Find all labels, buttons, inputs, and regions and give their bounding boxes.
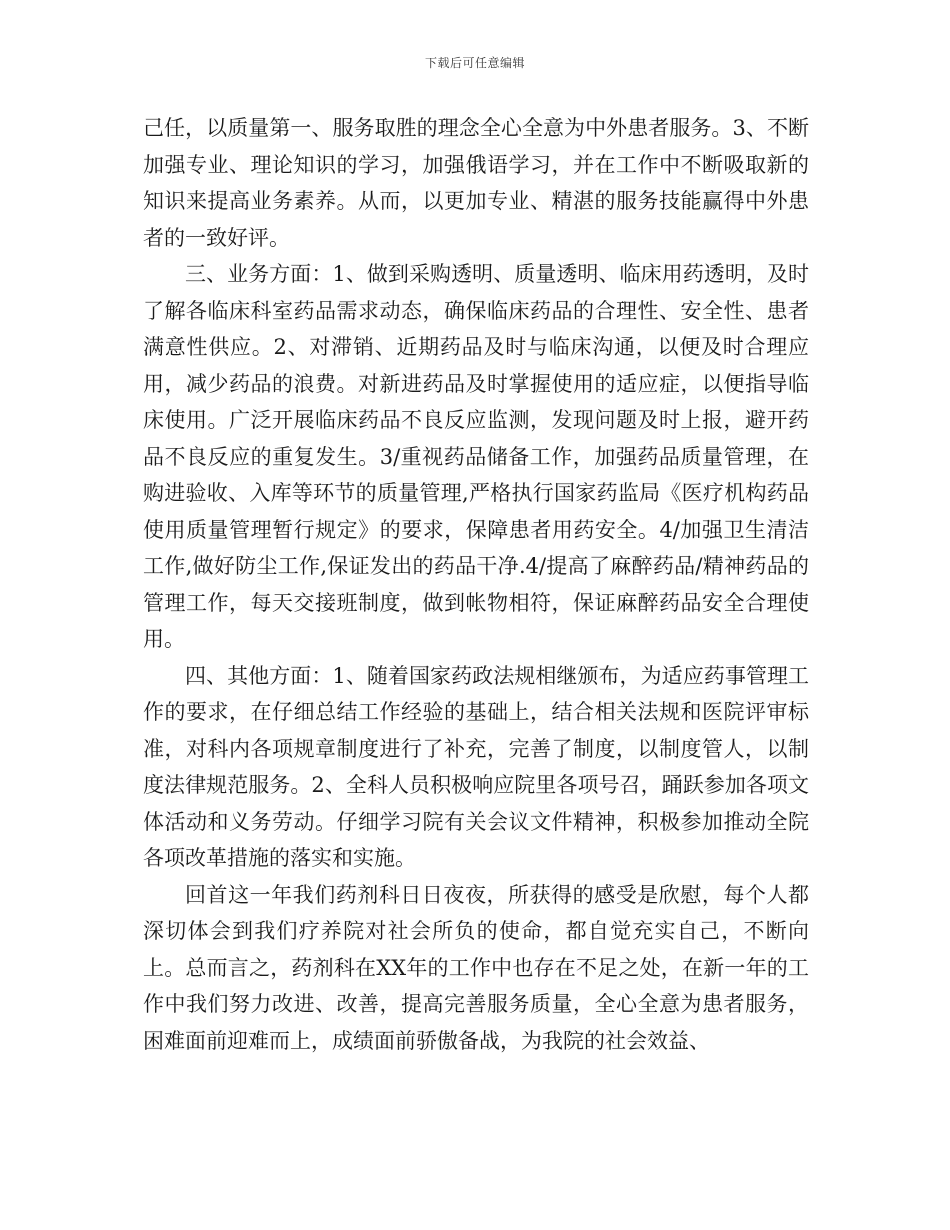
paragraph-review: 回首这一年我们药剂科日日夜夜，所获得的感受是欣慰，每个人都深切体会到我们疗养院对社会所负的使命，都自觉充实自己，不断向上。总而言之，药剂科在XX年的工作中也存在不足之处，在新一年的工作中我们努力改进、改善，提高完善服务质量，全心全意为患者服务，困难面前迎难而上，成绩面前骄傲备战，为我院的社会效益、 bbox=[143, 882, 809, 1053]
document-body bbox=[143, 110, 809, 1059]
paragraph-continuation: 己任，以质量第一、服务取胜的理念全心全意为中外患者服务。3、不断加强专业、理论知识的学习，加强俄语学习，并在工作中不断吸取新的知识来提高业务素养。从而，以更加专业、精湛的服务技能赢得中外患者的一致好评。 bbox=[143, 116, 809, 250]
paragraph-business: 三、业务方面：1、做到采购透明、质量透明、临床用药透明，及时了解各临床科室药品需求动态，确保临床药品的合理性、安全性、患者满意性供应。2、对滞销、近期药品及时与临床沟通，以便及时合理应用，减少药品的浪费。对新进药品及时掌握使用的适应症，以便指导临床使用。广泛开展临床药品不良反应监测，发现问题及时上报，避开药品不良反应的重复发生。3/重视药品储备工作，加强药品质量管理，在购进验收、入库等环节的质量管理,严格执行国家药监局《医疗机构药品使用质量管理暂行规定》的要求，保障患者用药安全。4/加强卫生清洁工作,做好防尘工作,保证发出的药品干净.4/提高了麻醉药品/精神药品的管理工作，每天交接班制度，做到帐物相符，保证麻醉药品安全合理使用。 bbox=[143, 262, 809, 651]
paragraph-other: 四、其他方面：1、随着国家药政法规相继颁布，为适应药事管理工作的要求，在仔细总结工作经验的基础上，结合相关法规和医院评审标准，对科内各项规章制度进行了补充，完善了制度，以制度管人，以制度法律规范服务。2、全科人员积极响应院里各项号召，踊跃参加各项文体活动和义务劳动。仔细学习院有关会议文件精神，积极参加推动全院各项改革措施的落实和实施。 bbox=[143, 663, 809, 870]
header-note: 下载后可任意编辑 bbox=[424, 56, 525, 70]
